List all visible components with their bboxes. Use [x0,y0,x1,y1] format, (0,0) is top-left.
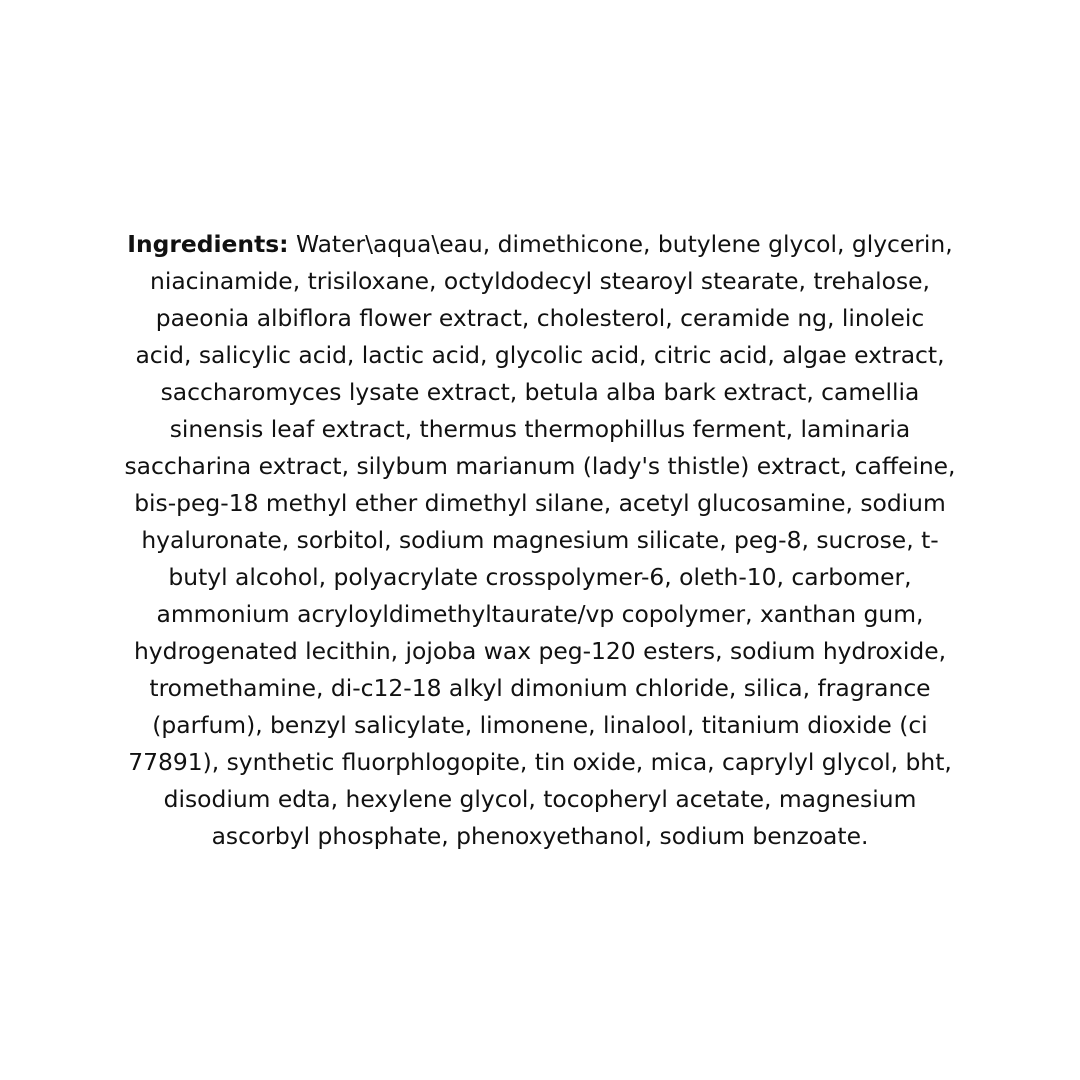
ingredients-line-7: saccharina extract, silybum marianum (lady's thistle) extract, caffeine, [124,452,956,480]
ingredients-line-10: butyl alcohol, polyacrylate crosspolymer-6, oleth-10, carbomer, [168,563,912,591]
ingredients-line-5: saccharomyces lysate extract, betula alba bark extract, camellia [160,378,920,406]
ingredients-line-text: Water\aqua\eau, dimethicone, butylene glycol, glycerin, [288,230,953,258]
ingredients-line-15: 77891), synthetic fluorphlogopite, tin oxide, mica, caprylyl glycol, bht, [128,748,952,776]
ingredients-line-8: bis-peg-18 methyl ether dimethyl silane, acetyl glucosamine, sodium [134,489,946,517]
ingredients-line-16: disodium edta, hexylene glycol, tocopheryl acetate, magnesium [163,785,917,813]
ingredients-line-14: (parfum), benzyl salicylate, limonene, linalool, titanium dioxide (ci [152,711,928,739]
ingredients-line-4: acid, salicylic acid, lactic acid, glycolic acid, citric acid, algae extract, [135,341,945,369]
ingredients-line-17: ascorbyl phosphate, phenoxyethanol, sodium benzoate. [211,822,869,850]
ingredients-label: Ingredients: [127,230,289,258]
ingredients-line-13: tromethamine, di-c12-18 alkyl dimonium chloride, silica, fragrance [149,674,931,702]
ingredients-line-6: sinensis leaf extract, thermus thermophillus ferment, laminaria [169,415,911,443]
ingredients-line-3: paeonia albiflora flower extract, cholesterol, ceramide ng, linoleic [155,304,925,332]
ingredients-line-2: niacinamide, trisiloxane, octyldodecyl stearoyl stearate, trehalose, [150,267,930,295]
ingredients-line-12: hydrogenated lecithin, jojoba wax peg-120 esters, sodium hydroxide, [133,637,947,665]
ingredients-line-1 [100,226,980,263]
ingredients-line-9: hyaluronate, sorbitol, sodium magnesium silicate, peg-8, sucrose, t- [141,526,939,554]
ingredients-text-block [100,226,980,855]
ingredients-line-11: ammonium acryloyldimethyltaurate/vp copolymer, xanthan gum, [156,600,924,628]
